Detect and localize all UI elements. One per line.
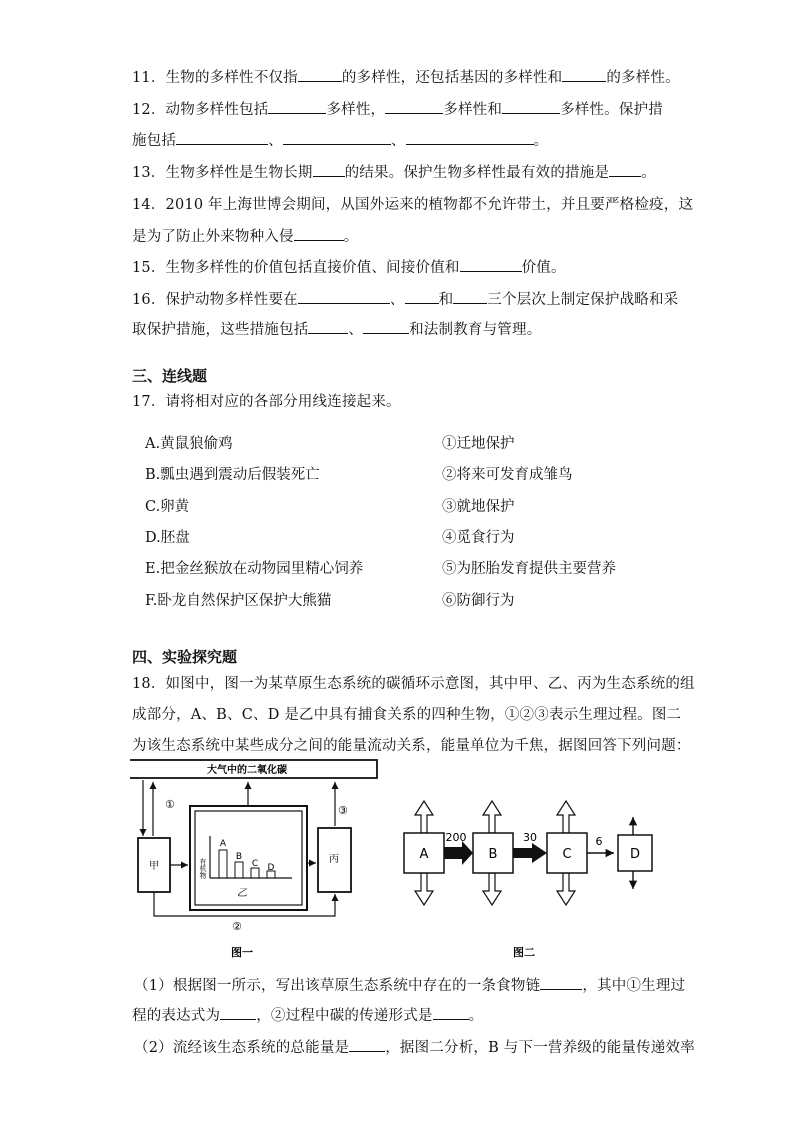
answer-blank[interactable] — [406, 130, 534, 145]
question-13: 13．生物多样性是生物长期 的结果。保护生物多样性最有效的措施是 。 — [132, 161, 656, 182]
answer-blank[interactable] — [313, 162, 345, 177]
bar-label-b: B — [235, 852, 243, 862]
question-18-sub1-cont: 程的表达式为 ，②过程中碳的传递形式是 。 — [132, 1004, 483, 1025]
question-12-cont: 施包括 、 、 。 — [132, 129, 548, 150]
right-option-3[interactable]: ③就地保护 — [442, 499, 515, 515]
answer-blank[interactable] — [540, 975, 582, 990]
left-option-d[interactable]: D.胚盘 — [145, 530, 190, 546]
answer-blank[interactable] — [405, 289, 439, 304]
node-b-label: B — [488, 847, 498, 862]
process-1-label: ① — [165, 798, 175, 811]
flow-label-200: 200 — [445, 831, 467, 844]
answer-blank[interactable] — [349, 1037, 385, 1052]
right-option-5[interactable]: ⑤为胚胎发育提供主要营养 — [442, 561, 616, 577]
left-option-f[interactable]: F.卧龙自然保护区保护大熊猫 — [145, 593, 332, 609]
bar-label-a: A — [219, 839, 227, 849]
right-option-2[interactable]: ②将来可发育成雏鸟 — [442, 467, 573, 483]
right-option-1[interactable]: ①迁地保护 — [442, 436, 515, 452]
flow-label-6: 6 — [595, 835, 603, 848]
answer-blank[interactable] — [562, 67, 606, 82]
answer-blank[interactable] — [298, 289, 390, 304]
question-16: 16．保护动物多样性要在 、 和 三个层次上制定保护战略和采 — [132, 288, 678, 309]
node-c-label: C — [562, 847, 572, 862]
process-2-label: ② — [232, 920, 242, 933]
question-18-line1: 18．如图中，图一为某草原生态系统的碳循环示意图，其中甲、乙、丙为生态系统的组 — [132, 676, 695, 692]
answer-blank[interactable] — [453, 289, 487, 304]
answer-blank[interactable] — [220, 1005, 256, 1020]
question-17-stem: 17．请将相对应的各部分用线连接起来。 — [132, 394, 401, 410]
answer-blank[interactable] — [294, 226, 344, 241]
answer-blank[interactable] — [298, 67, 342, 82]
bar-label-c: C — [251, 859, 259, 869]
answer-blank[interactable] — [460, 257, 522, 272]
flow-a-b — [444, 841, 473, 865]
answer-blank[interactable] — [385, 99, 443, 114]
figure-energy-flow — [396, 795, 681, 965]
question-18-line2: 成部分，A、B、C、D 是乙中具有捕食关系的四种生物，①②③表示生理过程。图二 — [132, 707, 682, 723]
answer-blank[interactable] — [609, 162, 641, 177]
answer-blank[interactable] — [283, 130, 391, 145]
answer-blank[interactable] — [176, 130, 268, 145]
producer-label: 甲 — [149, 861, 159, 872]
consumer-label: 乙 — [237, 888, 247, 899]
question-14-cont: 是为了防止外来物种入侵 。 — [132, 225, 358, 246]
right-option-6[interactable]: ⑥防御行为 — [442, 593, 515, 609]
y-axis-label: 有机物 — [199, 858, 207, 879]
question-15: 15．生物多样性的价值包括直接价值、间接价值和 价值。 — [132, 256, 566, 277]
figure-1-caption: 图一 — [231, 946, 253, 959]
consumer-box — [195, 811, 302, 905]
atmosphere-label: 大气中的二氧化碳 — [207, 765, 287, 776]
question-18-sub1: （1）根据图一所示，写出该草原生态系统中存在的一条食物链 ，其中①生理过 — [134, 974, 685, 995]
left-option-a[interactable]: A.黄鼠狼偷鸡 — [145, 436, 233, 452]
flow-label-30: 30 — [523, 831, 537, 844]
figure-2-caption: 图二 — [513, 946, 535, 959]
question-16-cont: 取保护措施，这些措施包括 、 和法制教育与管理。 — [132, 318, 541, 339]
left-option-e[interactable]: E.把金丝猴放在动物园里精心饲养 — [145, 561, 364, 577]
answer-blank[interactable] — [308, 319, 348, 334]
question-11: 11．生物的多样性不仅指 的多样性，还包括基因的多样性和 的多样性。 — [132, 66, 680, 87]
node-a-label: A — [419, 847, 429, 862]
answer-blank[interactable] — [502, 99, 560, 114]
question-14: 14．2010 年上海世博会期间，从国外运来的植物都不允许带土，并且要严格检疫，这 — [132, 197, 694, 213]
right-option-4[interactable]: ④觅食行为 — [442, 530, 515, 546]
answer-blank[interactable] — [363, 319, 409, 334]
node-d-label: D — [629, 847, 641, 862]
left-option-b[interactable]: B.瓢虫遇到震动后假装死亡 — [145, 467, 320, 483]
decomposer-label: 丙 — [329, 854, 339, 865]
answer-blank[interactable] — [433, 1005, 469, 1020]
question-18-sub2: （2）流经该生态系统的总能量是 ，据图二分析，B 与下一营养级的能量传递效率 — [134, 1036, 695, 1057]
answer-blank[interactable] — [268, 99, 326, 114]
question-18-line3: 为该生态系统中某些成分之间的能量流动关系，能量单位为千焦，据图回答下列问题： — [132, 738, 691, 754]
bar-label-d: D — [267, 863, 275, 873]
question-12: 12．动物多样性包括 多样性， 多样性和 多样性。保护措 — [132, 98, 663, 119]
flow-b-c — [513, 843, 547, 863]
figure-carbon-cycle — [130, 758, 380, 968]
left-option-c[interactable]: C.卵黄 — [145, 499, 190, 515]
process-3-label: ③ — [338, 804, 348, 817]
section-title-experiment: 四、实验探究题 — [132, 648, 238, 666]
section-title-matching: 三、连线题 — [132, 367, 208, 385]
